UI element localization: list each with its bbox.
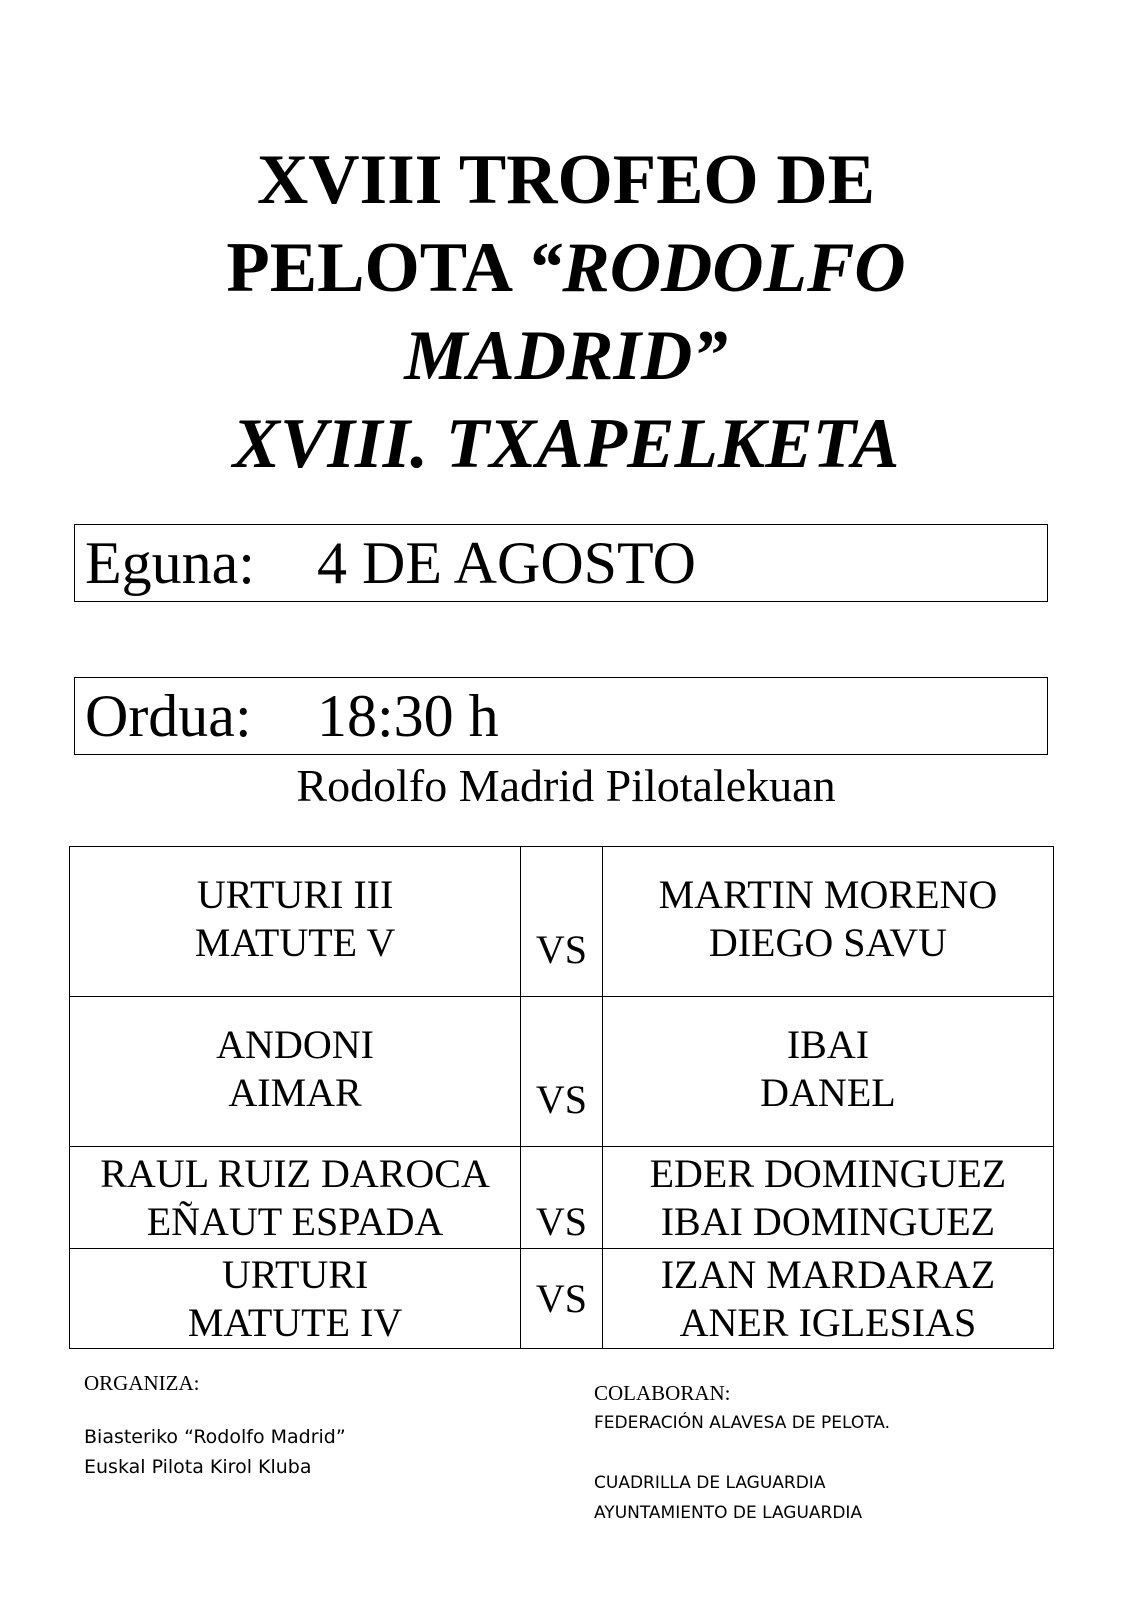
left-team <box>70 1249 521 1349</box>
player-name: EDER DOMINGUEZ <box>649 1150 1007 1196</box>
title-line-3: MADRID” <box>404 317 728 395</box>
date-value: 4 DE AGOSTO <box>317 530 696 596</box>
poster-title <box>0 136 1132 488</box>
title-line-1: XVIII TROFEO DE <box>256 141 876 219</box>
time-value: 18:30 h <box>317 683 499 749</box>
left-team <box>70 847 521 997</box>
right-team <box>602 1147 1053 1249</box>
time-box <box>74 677 1048 755</box>
player-name: ANER IGLESIAS <box>679 1299 977 1345</box>
title-line-2-plain: PELOTA <box>226 229 527 307</box>
right-team <box>602 1249 1053 1349</box>
title-line-2 <box>0 224 1132 312</box>
date-label: Eguna: <box>85 530 255 596</box>
matches-table <box>69 846 1054 1349</box>
player-name: DANEL <box>760 1070 896 1115</box>
vs-label: VS <box>521 847 603 997</box>
player-name: MATUTE IV <box>187 1299 403 1345</box>
match-row <box>70 1147 1054 1249</box>
vs-label: VS <box>521 997 603 1147</box>
match-row <box>70 1249 1054 1349</box>
colaboran-line-1: FEDERACIÓN ALAVESA DE PELOTA. <box>594 1413 891 1433</box>
colaboran-line-2: CUADRILLA DE LAGUARDIA <box>594 1473 826 1493</box>
date-box <box>74 524 1048 602</box>
vs-label: VS <box>521 1249 603 1349</box>
organiza-block <box>84 1368 346 1482</box>
player-name: EÑAUT ESPADA <box>146 1198 444 1244</box>
venue-text: Rodolfo Madrid Pilotalekuan <box>296 760 836 811</box>
match-row <box>70 997 1054 1147</box>
organiza-heading: ORGANIZA: <box>84 1371 200 1395</box>
player-name: URTURI III <box>196 872 394 917</box>
player-name: ANDONI <box>216 1022 374 1067</box>
left-team <box>70 997 521 1147</box>
player-name: URTURI <box>221 1251 369 1297</box>
organiza-line-1: Biasteriko “Rodolfo Madrid” <box>84 1426 346 1448</box>
colaboran-block <box>594 1378 890 1528</box>
player-name: MARTIN MORENO <box>658 872 998 917</box>
player-name: DIEGO SAVU <box>708 920 948 965</box>
left-team <box>70 1147 521 1249</box>
right-team <box>602 997 1053 1147</box>
player-name: RAUL RUIZ DAROCA <box>100 1150 490 1196</box>
time-label: Ordua: <box>85 683 252 749</box>
colaboran-line-3: AYUNTAMIENTO DE LAGUARDIA <box>594 1503 863 1523</box>
title-line-2-italic: “RODOLFO <box>526 229 906 307</box>
title-line-4: XVIII. TXAPELKETA <box>232 405 900 483</box>
player-name: AIMAR <box>228 1070 362 1115</box>
organiza-line-2: Euskal Pilota Kirol Kluba <box>84 1456 312 1478</box>
match-row <box>70 847 1054 997</box>
player-name: IZAN MARDARAZ <box>660 1251 996 1297</box>
player-name: MATUTE V <box>194 920 396 965</box>
vs-label: VS <box>521 1147 603 1249</box>
player-name: IBAI DOMINGUEZ <box>660 1198 996 1244</box>
colaboran-heading: COLABORAN: <box>594 1381 731 1405</box>
player-name: IBAI <box>786 1022 870 1067</box>
right-team <box>602 847 1053 997</box>
